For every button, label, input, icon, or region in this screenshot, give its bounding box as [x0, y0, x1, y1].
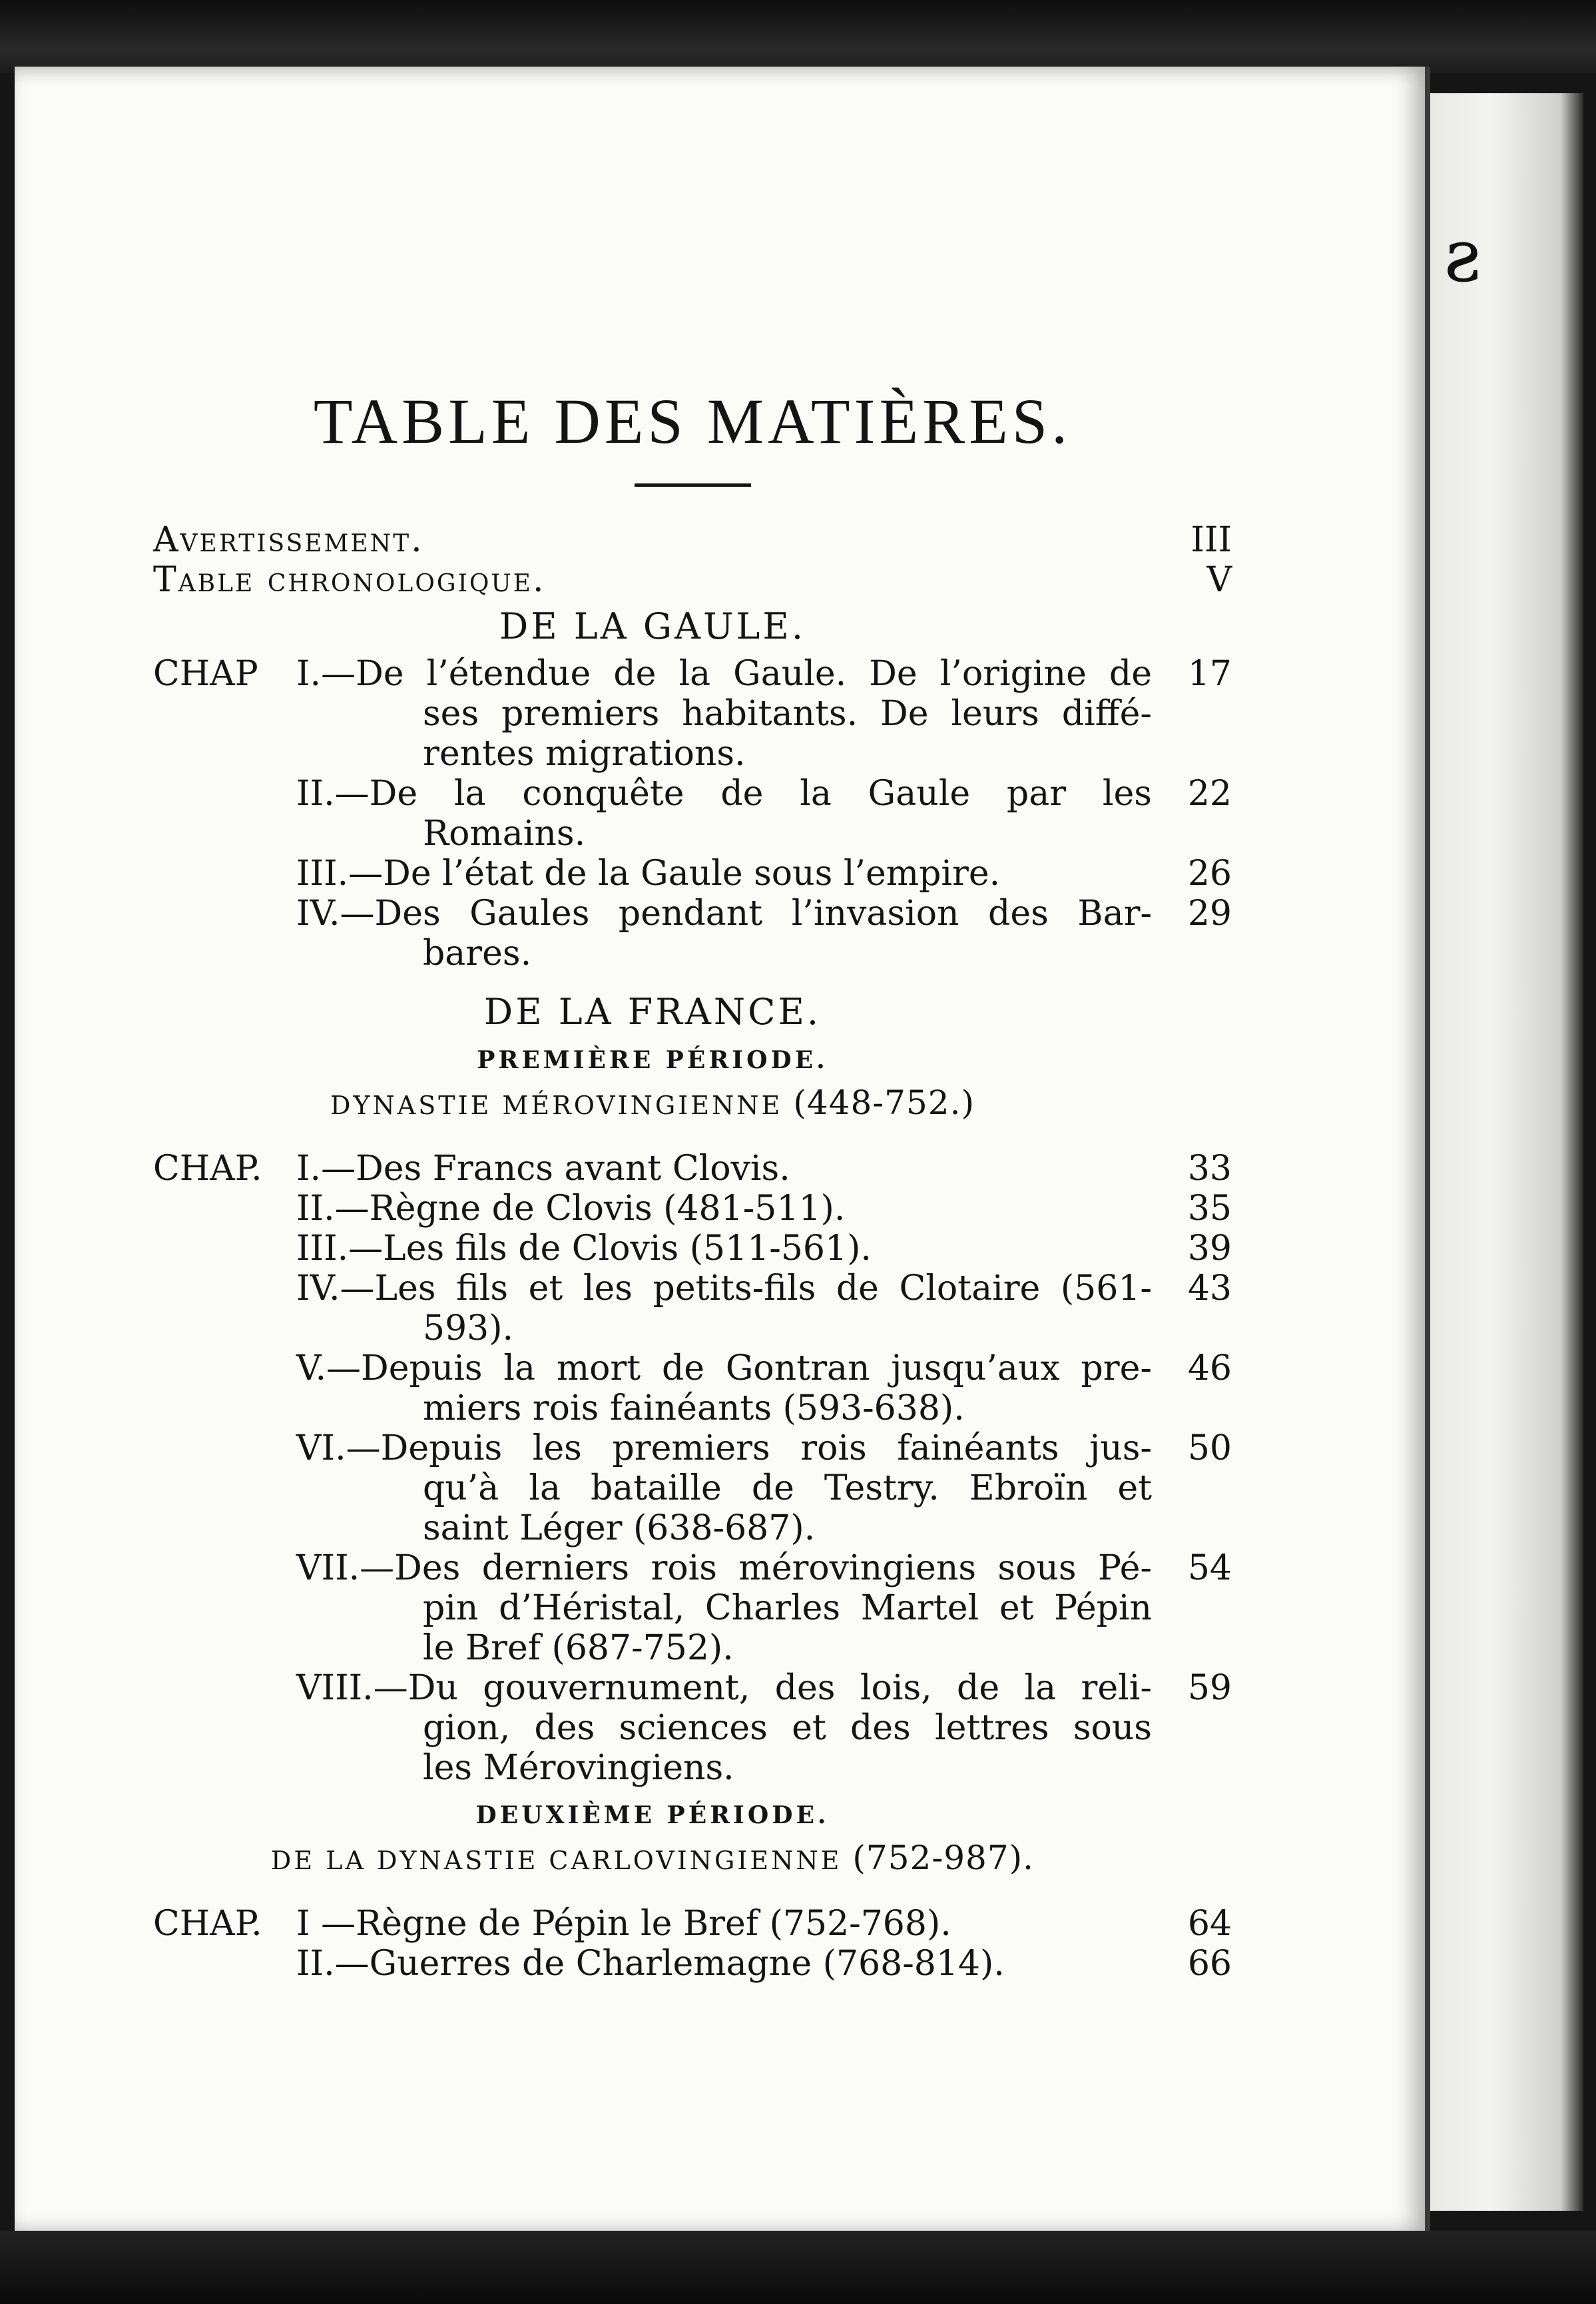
page-number: 46 — [1187, 1348, 1232, 1388]
entry-label: Table chronologique. — [153, 559, 546, 600]
entry-line: Romains. — [423, 813, 586, 854]
entry-line: les Mérovingiens. — [423, 1747, 734, 1788]
entry-line: Du gouvernument, des lois, de la reli- — [407, 1667, 1152, 1708]
entry-line: Depuis la mort de Gontran jusqu’aux pre- — [361, 1348, 1152, 1388]
chapter-number: VI.— — [296, 1428, 381, 1468]
chapter-prefix: CHAP — [153, 653, 258, 694]
entry-line: bares. — [423, 933, 532, 974]
chapter-number: II.— — [296, 1943, 370, 1984]
scan-bottom-edge — [0, 2231, 1596, 2304]
toc-entry[interactable] — [153, 854, 1232, 894]
toc-entry-avertissement[interactable] — [153, 520, 1232, 560]
entry-line: De l’étendue de la Gaule. De l’origine de — [356, 653, 1152, 694]
page-number: 33 — [1187, 1148, 1232, 1189]
toc-entry-table-chronologique[interactable] — [153, 560, 1232, 600]
page-number: 29 — [1187, 893, 1232, 934]
entry-line: Règne de Pépin le Bref (752-768). — [356, 1903, 951, 1944]
entry-line: le Bref (687-752). — [423, 1627, 734, 1668]
chapter-number: I.— — [296, 1148, 356, 1189]
section-heading-gaule: DE LA GAULE. — [499, 605, 806, 647]
toc-entry[interactable] — [153, 1229, 1232, 1269]
entry-line: qu’à la bataille de Testry. Ebroïn et — [423, 1468, 1152, 1508]
chapter-number: V.— — [296, 1348, 361, 1388]
chapter-number: VIII.— — [296, 1667, 408, 1708]
entry-line: De l’état de la Gaule sous l’empire. — [383, 853, 1001, 894]
page-number: 39 — [1187, 1228, 1232, 1269]
page-number: 35 — [1187, 1188, 1232, 1229]
period-heading-2: DEUXIÈME PÉRIODE. — [475, 1801, 830, 1829]
entry-line: gion, des sciences et des lettres sous — [423, 1707, 1152, 1748]
toc-entry[interactable] — [153, 1668, 1232, 1788]
toc-entry[interactable] — [153, 1428, 1232, 1548]
toc-entry[interactable] — [153, 1944, 1232, 1984]
toc-entry[interactable] — [153, 1269, 1232, 1348]
page-number: V — [1206, 559, 1232, 600]
entry-line: saint Léger (638-687). — [423, 1508, 816, 1548]
adjacent-page-edge — [1430, 93, 1583, 2211]
toc-entry[interactable] — [153, 654, 1232, 774]
toc-entry[interactable] — [153, 1548, 1232, 1668]
margin-mark-s: ƨ — [1444, 213, 1481, 298]
chapter-number: IV.— — [296, 893, 375, 934]
entry-line: rentes migrations. — [423, 733, 746, 774]
page-number: 43 — [1187, 1268, 1232, 1308]
dynasty-name: DE LA DYNASTIE CARLOVINGIENNE — [270, 1845, 842, 1875]
entry-label: Avertissement. — [153, 519, 424, 560]
page-number: 17 — [1187, 653, 1232, 694]
entry-line: Des derniers rois mérovingiens sous Pé- — [394, 1548, 1152, 1588]
page-number: 50 — [1187, 1428, 1232, 1468]
chapter-number: I.— — [296, 653, 356, 694]
toc-entry[interactable] — [153, 774, 1232, 854]
entry-line: 593). — [423, 1308, 514, 1348]
toc-entry[interactable] — [153, 1904, 1232, 1944]
toc-entry[interactable] — [153, 1149, 1232, 1189]
chapter-number: II.— — [296, 773, 370, 814]
page-number: 26 — [1187, 853, 1232, 894]
title-rule — [635, 483, 751, 487]
chapter-number: III.— — [296, 1228, 384, 1269]
entry-line: Des Francs avant Clovis. — [356, 1148, 790, 1189]
toc-entry[interactable] — [153, 1189, 1232, 1229]
entry-line: pin d’Héristal, Charles Martel et Pépin — [423, 1587, 1152, 1628]
section-heading-france: DE LA FRANCE. — [483, 990, 822, 1033]
chapter-number: VII.— — [296, 1548, 395, 1588]
chapter-number: III.— — [296, 853, 384, 894]
page-number: 59 — [1187, 1667, 1232, 1708]
entry-line: Les fils et les petits-fils de Clotaire (561- — [374, 1268, 1152, 1308]
entry-line: Guerres de Charlemagne (768-814). — [369, 1943, 1005, 1984]
dynasty-heading-carolingian — [153, 1839, 1232, 1877]
chapter-prefix: CHAP. — [153, 1148, 262, 1189]
toc-entry[interactable] — [153, 894, 1232, 974]
dynasty-years: (752-987). — [852, 1838, 1035, 1877]
page-number: 64 — [1187, 1903, 1232, 1944]
page-number: 54 — [1187, 1548, 1232, 1588]
page-number: 66 — [1187, 1943, 1232, 1984]
toc-entry[interactable] — [153, 1348, 1232, 1428]
entry-line: ses premiers habitants. De leurs diffé- — [423, 693, 1152, 734]
period-heading-1: PREMIÈRE PÉRIODE. — [477, 1045, 828, 1074]
entry-line: Les fils de Clovis (511-561). — [383, 1228, 872, 1269]
dynasty-heading-merovingian — [153, 1083, 1232, 1122]
dynasty-name: DYNASTIE MÉROVINGIENNE — [330, 1090, 783, 1120]
dynasty-years: (448-752.) — [793, 1083, 975, 1122]
entry-line: Règne de Clovis (481-511). — [369, 1188, 846, 1229]
table-of-contents — [153, 386, 1232, 1984]
entry-line: Des Gaules pendant l’invasion des Bar- — [374, 893, 1152, 934]
page-number: III — [1191, 519, 1232, 560]
chapter-prefix: CHAP. — [153, 1903, 262, 1944]
chapter-number: IV.— — [296, 1268, 375, 1308]
entry-line: De la conquête de la Gaule par les — [369, 773, 1152, 814]
entry-line: Depuis les premiers rois fainéants jus- — [380, 1428, 1152, 1468]
chapter-number: I — — [296, 1903, 356, 1944]
chapter-number: II.— — [296, 1188, 370, 1229]
entry-line: miers rois fainéants (593-638). — [423, 1388, 965, 1428]
scan-top-edge — [0, 0, 1596, 73]
page-title: TABLE DES MATIÈRES. — [313, 386, 1072, 457]
page-number: 22 — [1187, 773, 1232, 814]
